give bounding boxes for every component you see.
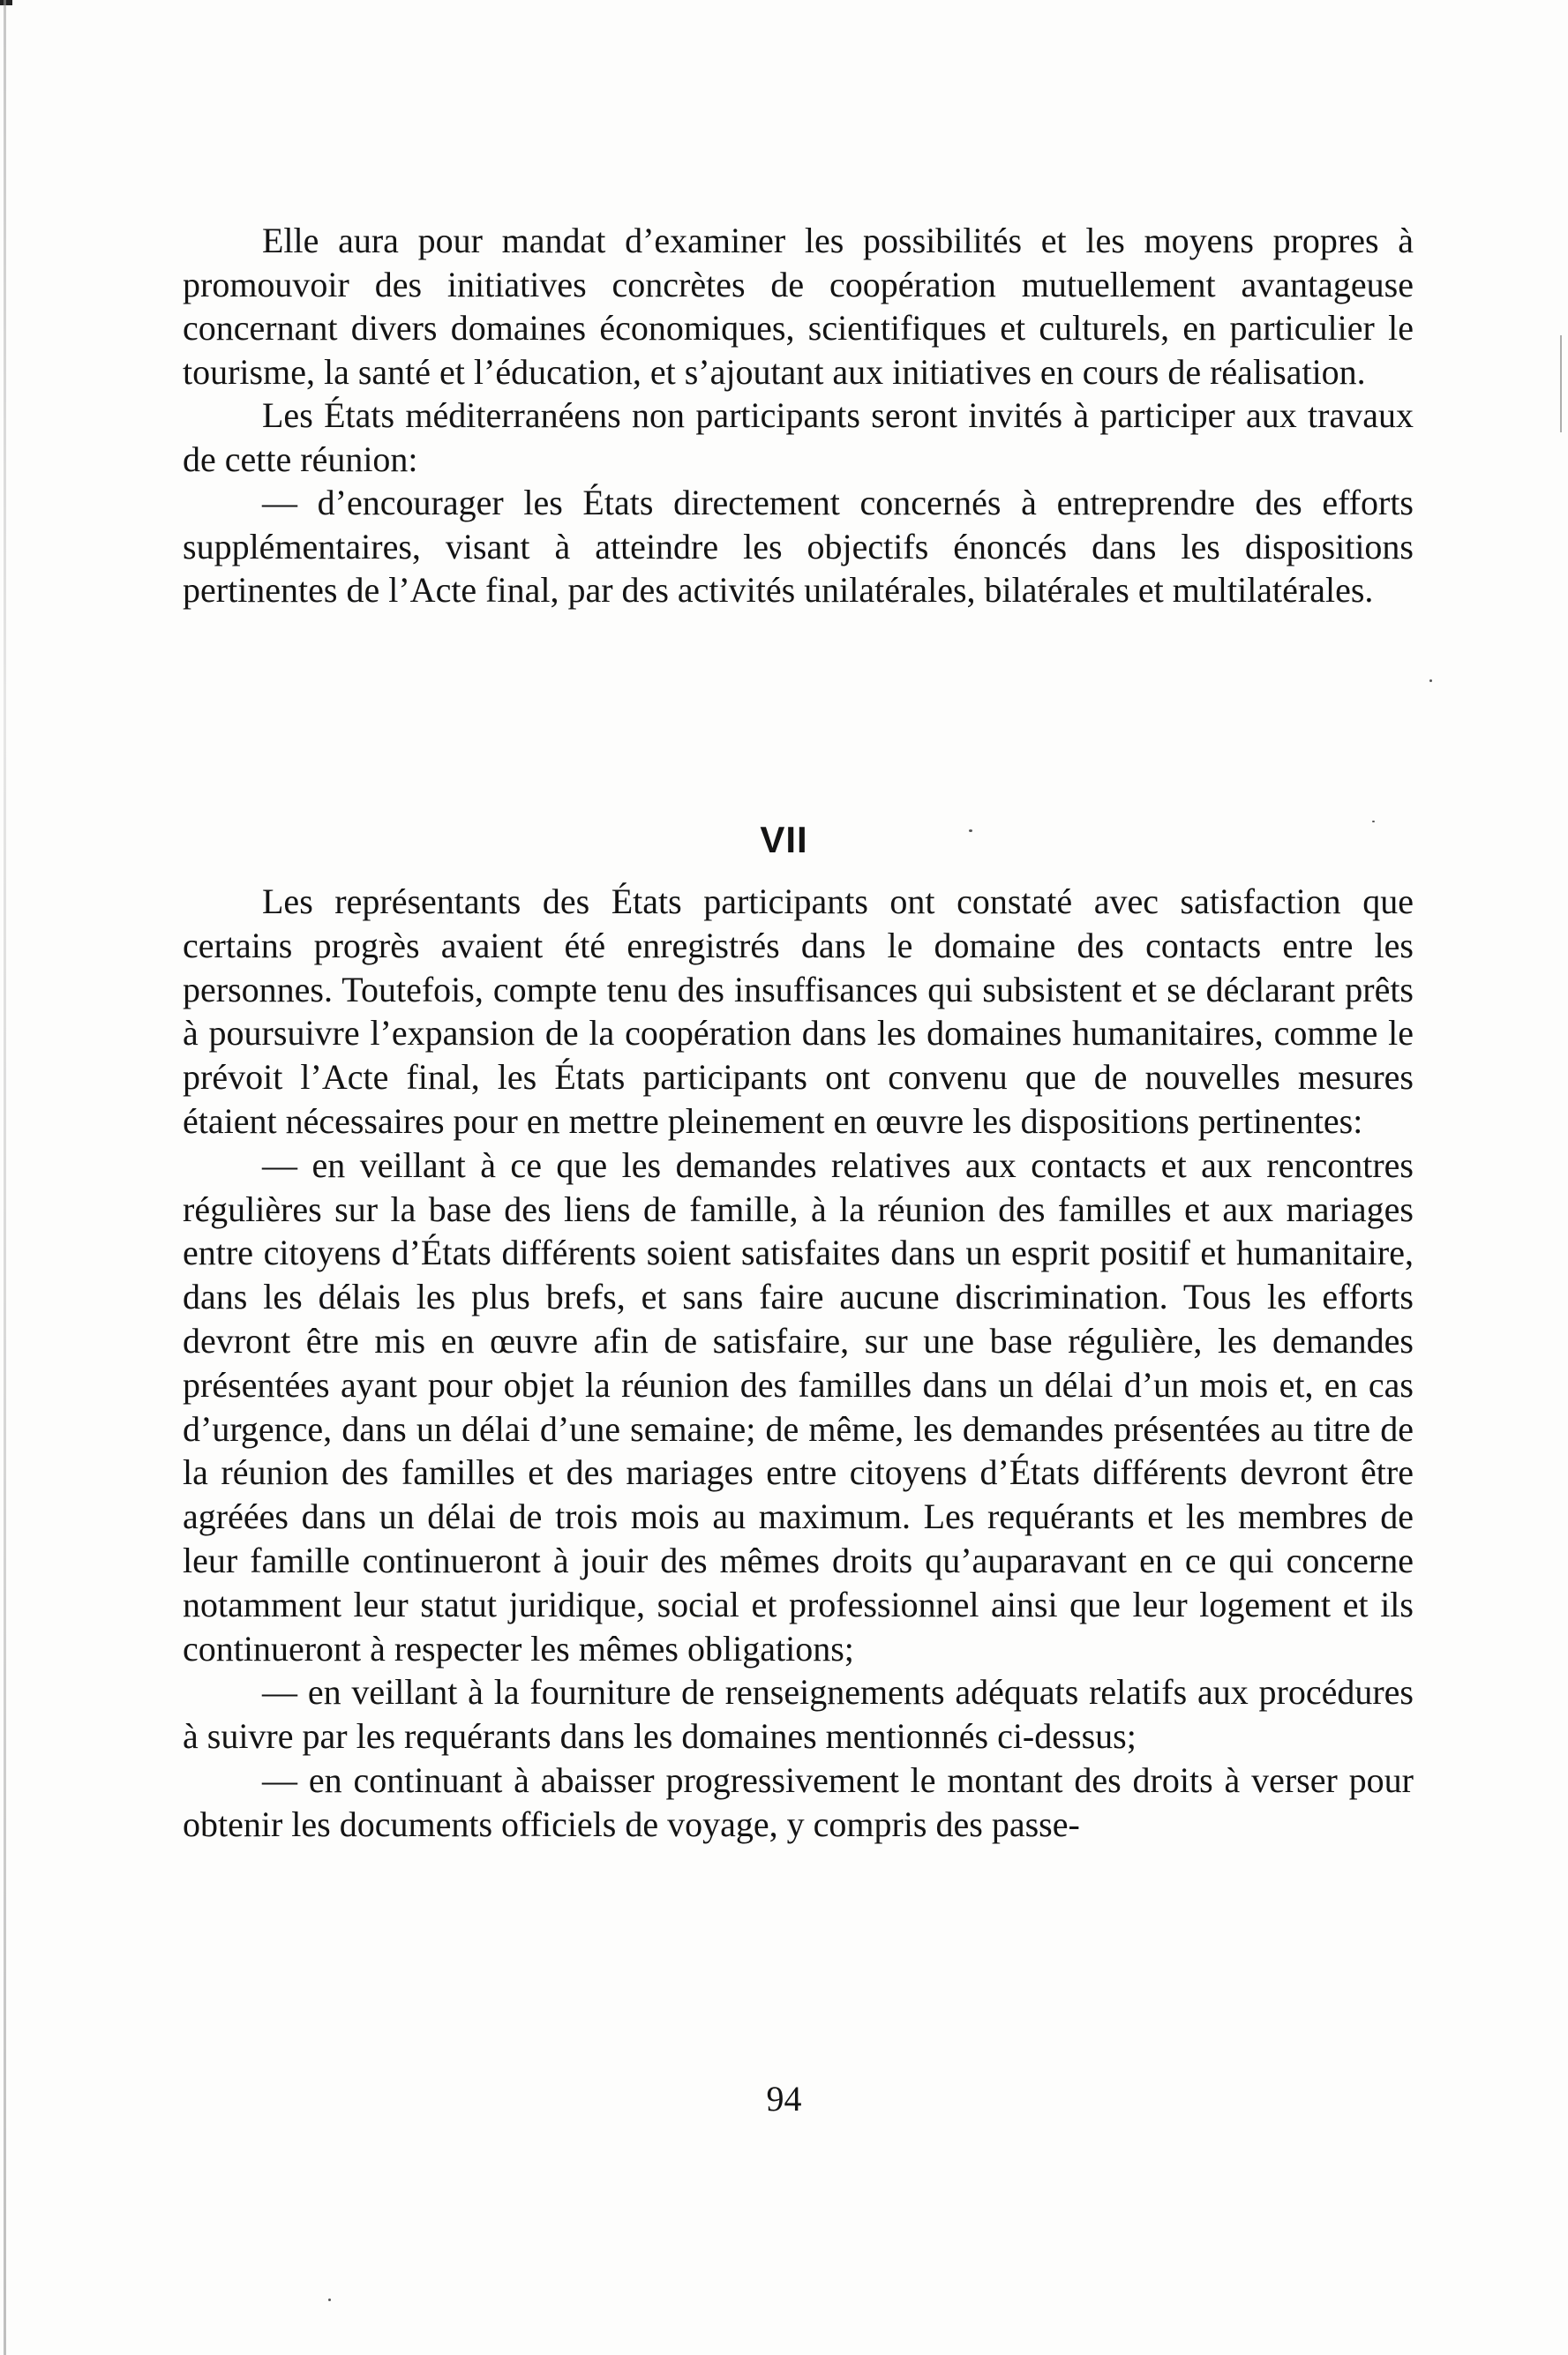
- paragraph-family-contacts: — en veillant à ce que les demandes relatives aux contacts et aux rencontres régulières sur la base des liens de famille, à la réunion des familles et aux mariages entre citoyens d’États différents soient satisfaites dans un esprit positif et humanitaire, dans les délais les plus brefs, et sans faire aucune discrimination. Tous les efforts devront être mis en œuvre afin de satisfaire, sur une base régulière, les demandes présentées ayant pour objet la réunion des familles dans un délai d’un mois et, en cas d’urgence, dans un délai d’une semaine; de même, les demandes présentées au titre de la réunion des familles et des mariages entre citoyens d’États différents devront être agréées dans un délai de trois mois au maximum. Les requérants et les membres de leur famille continueront à jouir des mêmes droits qu’auparavant en ce qui concerne notamment leur statut juridique, social et professionnel ainsi que leur logement et ils continueront à respecter les mêmes obligations;: [183, 1144, 1414, 1669]
- paragraph-mandate: Elle aura pour mandat d’examiner les possibilités et les moyens propres à promouvoir des initiatives concrètes de coopération mutuellement avantageuse concernant divers domaines économiques, scientifiques et culturels, en particulier le tourisme, la santé et l’éducation, et s’ajoutant aux initiatives en cours de réalisation.: [183, 221, 1414, 392]
- scan-speck: [1372, 821, 1375, 822]
- scan-speck: [328, 2299, 331, 2301]
- scan-left-edge: [4, 0, 6, 2355]
- paragraph-information-procedures: — en veillant à la fourniture de renseignements adéquats relatifs aux procédures à suivre par les requérants dans les domaines mentionnés ci-dessus;: [183, 1672, 1414, 1757]
- paragraph-travel-fees: — en continuant à abaisser progressivement le montant des droits à verser pour obtenir les documents officiels de voyage, y compris des passe-: [183, 1759, 1414, 1844]
- top-text-block: [183, 219, 1414, 612]
- bottom-text-block: [183, 880, 1414, 1847]
- section-heading: VII: [760, 819, 808, 860]
- scan-speck: [969, 829, 972, 832]
- scan-speck: [1429, 679, 1432, 682]
- paragraph-encourage-states: — d’encourager les États directement concernés à entreprendre des efforts supplémentaires, visant à atteindre les objectifs énoncés dans les dispositions pertinentes de l’Acte final, par des activités unilatérales, bilatérales et multilatérales.: [183, 483, 1414, 610]
- paragraph-mediterranean-states: Les États méditerranéens non participants seront invités à participer aux travaux de cette réunion:: [183, 395, 1414, 479]
- page-number: 94: [766, 2079, 802, 2119]
- scan-right-edge-mark: [1560, 335, 1562, 432]
- scan-corner-mark: [0, 0, 12, 5]
- paragraph-representatives: Les représentants des États participants ont constaté avec satisfaction que certains progrès avaient été enregistrés dans le domaine des contacts entre les personnes. Toutefois, compte tenu des insuffisances qui subsistent et se déclarant prêts à poursuivre l’expansion de la coopération dans les domaines humanitaires, comme le prévoit l’Acte final, les États participants ont convenu que de nouvelles mesures étaient nécessaires pour en mettre pleinement en œuvre les dispositions pertinentes:: [183, 881, 1414, 1141]
